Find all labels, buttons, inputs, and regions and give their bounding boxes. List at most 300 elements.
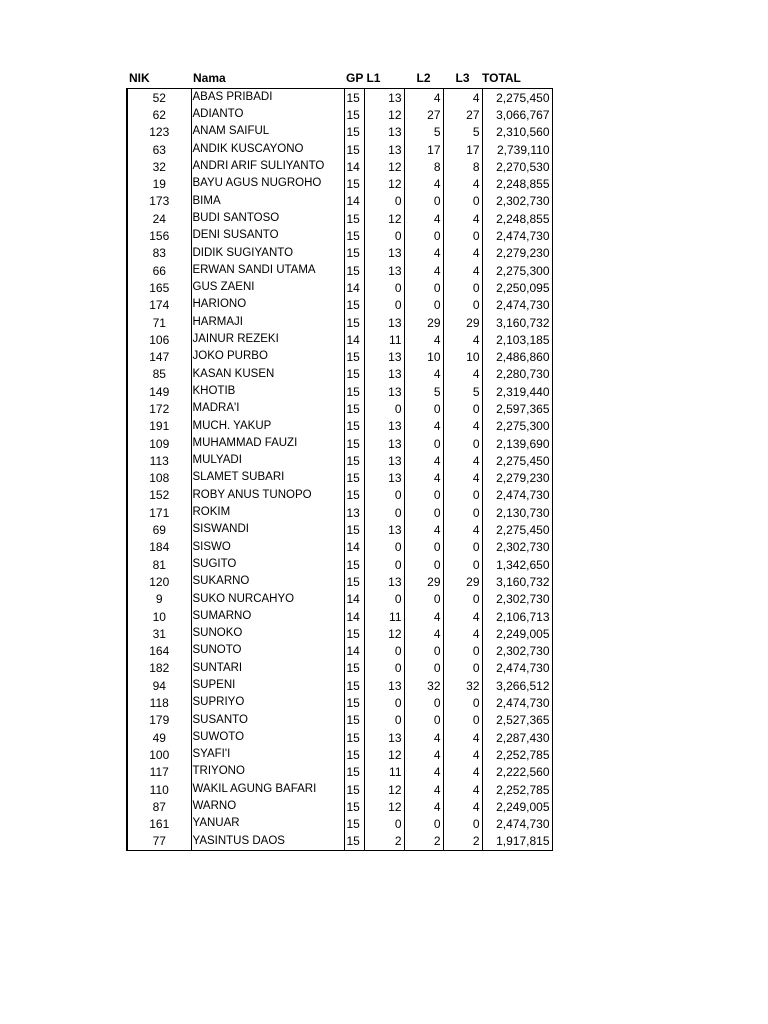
cell-l2: 0 [404, 815, 443, 832]
cell-nik: 49 [127, 729, 191, 746]
cell-nik: 147 [127, 348, 191, 365]
cell-gp: 15 [344, 210, 364, 227]
cell-gp: 14 [344, 158, 364, 175]
cell-total: 2,279,230 [482, 470, 552, 487]
table-row [127, 781, 552, 798]
cell-total: 2,474,730 [482, 815, 552, 832]
cell-l2: 4 [404, 331, 443, 348]
cell-l2: 4 [404, 781, 443, 798]
cell-l1: 0 [364, 279, 404, 296]
cell-l3: 0 [443, 643, 482, 660]
table-row [127, 175, 552, 192]
cell-nik: 149 [127, 383, 191, 400]
cell-nik: 19 [127, 175, 191, 192]
cell-l1: 13 [364, 383, 404, 400]
cell-l3: 27 [443, 106, 482, 123]
table-row [127, 331, 552, 348]
cell-l1: 0 [364, 712, 404, 729]
cell-nama: DENI SUSANTO [191, 227, 344, 244]
cell-l1: 13 [364, 677, 404, 694]
cell-nama: SYAFI'I [191, 746, 344, 763]
cell-nama: HARMAJI [191, 314, 344, 331]
table-row [127, 712, 552, 729]
cell-nama: MUHAMMAD FAUZI [191, 435, 344, 452]
cell-l2: 29 [404, 573, 443, 590]
cell-l1: 11 [364, 331, 404, 348]
cell-nik: 172 [127, 400, 191, 417]
cell-l2: 0 [404, 193, 443, 210]
cell-nik: 94 [127, 677, 191, 694]
cell-nama: SUPENI [191, 677, 344, 694]
cell-total: 2,252,785 [482, 746, 552, 763]
cell-gp: 15 [344, 729, 364, 746]
cell-l3: 4 [443, 89, 482, 107]
table-row [127, 625, 552, 642]
cell-gp: 15 [344, 106, 364, 123]
cell-total: 2,106,713 [482, 608, 552, 625]
cell-gp: 15 [344, 746, 364, 763]
cell-l3: 10 [443, 348, 482, 365]
cell-gp: 15 [344, 781, 364, 798]
cell-l3: 0 [443, 487, 482, 504]
cell-l2: 10 [404, 348, 443, 365]
cell-l2: 0 [404, 660, 443, 677]
table-row [127, 470, 552, 487]
cell-l2: 4 [404, 452, 443, 469]
cell-total: 2,474,730 [482, 297, 552, 314]
cell-l1: 13 [364, 729, 404, 746]
cell-gp: 15 [344, 798, 364, 815]
cell-gp: 15 [344, 418, 364, 435]
cell-l3: 5 [443, 124, 482, 141]
cell-l2: 32 [404, 677, 443, 694]
cell-nik: 173 [127, 193, 191, 210]
cell-l1: 13 [364, 141, 404, 158]
cell-gp: 13 [344, 504, 364, 521]
cell-l1: 13 [364, 452, 404, 469]
cell-nama: BAYU AGUS NUGROHO [191, 175, 344, 192]
cell-nik: 77 [127, 833, 191, 851]
cell-nik: 152 [127, 487, 191, 504]
cell-gp: 15 [344, 435, 364, 452]
cell-l3: 0 [443, 297, 482, 314]
table-row [127, 591, 552, 608]
table-row [127, 677, 552, 694]
cell-nik: 179 [127, 712, 191, 729]
cell-l3: 4 [443, 366, 482, 383]
cell-total: 2,275,300 [482, 418, 552, 435]
cell-l2: 4 [404, 764, 443, 781]
cell-l1: 0 [364, 297, 404, 314]
cell-gp: 15 [344, 833, 364, 851]
header-total: TOTAL [482, 71, 521, 85]
cell-total: 2,486,860 [482, 348, 552, 365]
cell-l1: 13 [364, 418, 404, 435]
cell-nik: 31 [127, 625, 191, 642]
cell-l3: 0 [443, 539, 482, 556]
cell-gp: 14 [344, 643, 364, 660]
cell-nik: 32 [127, 158, 191, 175]
cell-total: 2,310,560 [482, 124, 552, 141]
cell-l1: 0 [364, 504, 404, 521]
table-row [127, 643, 552, 660]
cell-l2: 0 [404, 227, 443, 244]
cell-l1: 13 [364, 573, 404, 590]
cell-nik: 108 [127, 470, 191, 487]
cell-l2: 4 [404, 89, 443, 107]
cell-total: 2,248,855 [482, 210, 552, 227]
cell-nik: 81 [127, 556, 191, 573]
table-row [127, 746, 552, 763]
table-row [127, 521, 552, 538]
cell-nama: ANDRI ARIF SULIYANTO [191, 158, 344, 175]
cell-total: 1,342,650 [482, 556, 552, 573]
cell-total: 2,103,185 [482, 331, 552, 348]
cell-l3: 4 [443, 625, 482, 642]
cell-nik: 165 [127, 279, 191, 296]
cell-l1: 0 [364, 227, 404, 244]
cell-gp: 15 [344, 400, 364, 417]
cell-l3: 29 [443, 573, 482, 590]
cell-l1: 13 [364, 245, 404, 262]
table-row [127, 556, 552, 573]
cell-l3: 5 [443, 383, 482, 400]
cell-l1: 13 [364, 470, 404, 487]
cell-total: 2,302,730 [482, 539, 552, 556]
cell-nik: 52 [127, 89, 191, 107]
cell-total: 2,597,365 [482, 400, 552, 417]
header-gp-l1: GP L1 [346, 71, 381, 85]
table-row [127, 279, 552, 296]
cell-l1: 0 [364, 660, 404, 677]
cell-gp: 15 [344, 452, 364, 469]
cell-nama: SLAMET SUBARI [191, 470, 344, 487]
cell-gp: 15 [344, 245, 364, 262]
cell-nama: BUDI SANTOSO [191, 210, 344, 227]
table-row [127, 227, 552, 244]
cell-total: 3,160,732 [482, 573, 552, 590]
cell-gp: 15 [344, 470, 364, 487]
cell-nama: ROKIM [191, 504, 344, 521]
cell-nik: 113 [127, 452, 191, 469]
table-row [127, 815, 552, 832]
cell-l3: 4 [443, 245, 482, 262]
cell-nama: WAKIL AGUNG BAFARI [191, 781, 344, 798]
cell-l3: 4 [443, 729, 482, 746]
table-row [127, 89, 552, 107]
cell-nama: SUNOKO [191, 625, 344, 642]
cell-total: 2,739,110 [482, 141, 552, 158]
cell-nik: 182 [127, 660, 191, 677]
table-row [127, 608, 552, 625]
cell-gp: 14 [344, 539, 364, 556]
cell-nama: ADIANTO [191, 106, 344, 123]
cell-gp: 14 [344, 591, 364, 608]
table-row [127, 106, 552, 123]
cell-total: 2,527,365 [482, 712, 552, 729]
cell-nama: DIDIK SUGIYANTO [191, 245, 344, 262]
cell-gp: 15 [344, 175, 364, 192]
table-row [127, 573, 552, 590]
cell-l2: 0 [404, 556, 443, 573]
cell-l3: 0 [443, 227, 482, 244]
cell-l1: 13 [364, 435, 404, 452]
cell-l3: 4 [443, 764, 482, 781]
cell-nama: MULYADI [191, 452, 344, 469]
cell-gp: 15 [344, 660, 364, 677]
cell-gp: 15 [344, 556, 364, 573]
payroll-table [126, 68, 553, 851]
cell-gp: 15 [344, 227, 364, 244]
header-nama: Nama [193, 71, 226, 85]
cell-total: 2,280,730 [482, 366, 552, 383]
cell-total: 2,279,230 [482, 245, 552, 262]
table-row [127, 262, 552, 279]
cell-nama: MADRA'I [191, 400, 344, 417]
cell-nama: WARNO [191, 798, 344, 815]
table-row [127, 694, 552, 711]
cell-l3: 4 [443, 746, 482, 763]
table-row [127, 539, 552, 556]
cell-nik: 66 [127, 262, 191, 279]
cell-l3: 0 [443, 815, 482, 832]
cell-total: 2,474,730 [482, 487, 552, 504]
cell-l2: 27 [404, 106, 443, 123]
cell-l3: 4 [443, 470, 482, 487]
cell-gp: 15 [344, 694, 364, 711]
cell-l3: 0 [443, 694, 482, 711]
cell-l3: 4 [443, 331, 482, 348]
cell-nik: 100 [127, 746, 191, 763]
cell-l1: 12 [364, 106, 404, 123]
cell-gp: 15 [344, 383, 364, 400]
cell-l3: 4 [443, 608, 482, 625]
cell-nik: 106 [127, 331, 191, 348]
cell-total: 2,270,530 [482, 158, 552, 175]
table-header [127, 68, 552, 89]
cell-l3: 0 [443, 712, 482, 729]
cell-l3: 29 [443, 314, 482, 331]
cell-nama: SISWO [191, 539, 344, 556]
cell-total: 2,248,855 [482, 175, 552, 192]
cell-gp: 15 [344, 764, 364, 781]
cell-nama: ERWAN SANDI UTAMA [191, 262, 344, 279]
table-row [127, 314, 552, 331]
table-row [127, 297, 552, 314]
cell-l2: 0 [404, 487, 443, 504]
cell-l3: 0 [443, 193, 482, 210]
table-row [127, 383, 552, 400]
cell-nik: 171 [127, 504, 191, 521]
cell-total: 3,266,512 [482, 677, 552, 694]
cell-l3: 32 [443, 677, 482, 694]
cell-nama: SUGITO [191, 556, 344, 573]
cell-nama: HARIONO [191, 297, 344, 314]
cell-l2: 4 [404, 470, 443, 487]
cell-nama: SUNTARI [191, 660, 344, 677]
cell-l3: 0 [443, 556, 482, 573]
cell-total: 2,302,730 [482, 193, 552, 210]
cell-total: 3,160,732 [482, 314, 552, 331]
cell-nik: 123 [127, 124, 191, 141]
cell-nik: 109 [127, 435, 191, 452]
cell-l1: 13 [364, 262, 404, 279]
cell-l2: 2 [404, 833, 443, 851]
cell-l3: 0 [443, 660, 482, 677]
cell-l3: 0 [443, 504, 482, 521]
cell-l1: 0 [364, 539, 404, 556]
cell-l2: 4 [404, 625, 443, 642]
cell-l1: 12 [364, 746, 404, 763]
cell-l3: 0 [443, 435, 482, 452]
cell-l1: 11 [364, 764, 404, 781]
cell-total: 2,252,785 [482, 781, 552, 798]
table-row [127, 400, 552, 417]
cell-total: 3,066,767 [482, 106, 552, 123]
cell-nama: SUPRIYO [191, 694, 344, 711]
cell-total: 2,139,690 [482, 435, 552, 452]
cell-gp: 15 [344, 521, 364, 538]
cell-nik: 62 [127, 106, 191, 123]
cell-nama: MUCH. YAKUP [191, 418, 344, 435]
cell-l3: 4 [443, 418, 482, 435]
cell-l2: 8 [404, 158, 443, 175]
cell-nama: SUSANTO [191, 712, 344, 729]
cell-nik: 10 [127, 608, 191, 625]
cell-total: 2,275,300 [482, 262, 552, 279]
cell-gp: 15 [344, 314, 364, 331]
cell-nik: 63 [127, 141, 191, 158]
cell-nama: BIMA [191, 193, 344, 210]
cell-nama: GUS ZAENI [191, 279, 344, 296]
cell-l1: 12 [364, 158, 404, 175]
cell-l2: 0 [404, 400, 443, 417]
table-row [127, 193, 552, 210]
cell-l2: 17 [404, 141, 443, 158]
cell-l2: 4 [404, 366, 443, 383]
cell-l1: 12 [364, 625, 404, 642]
cell-l2: 0 [404, 435, 443, 452]
cell-l2: 4 [404, 746, 443, 763]
cell-total: 2,474,730 [482, 660, 552, 677]
cell-gp: 15 [344, 262, 364, 279]
cell-nik: 161 [127, 815, 191, 832]
cell-total: 2,250,095 [482, 279, 552, 296]
cell-l1: 13 [364, 89, 404, 107]
cell-l1: 12 [364, 798, 404, 815]
cell-total: 2,302,730 [482, 591, 552, 608]
cell-l3: 4 [443, 262, 482, 279]
cell-l2: 0 [404, 694, 443, 711]
cell-gp: 14 [344, 279, 364, 296]
cell-l3: 4 [443, 452, 482, 469]
cell-nik: 156 [127, 227, 191, 244]
cell-nik: 87 [127, 798, 191, 815]
cell-l2: 4 [404, 729, 443, 746]
header-l3: L3 [455, 71, 470, 85]
cell-l1: 13 [364, 314, 404, 331]
cell-l2: 4 [404, 262, 443, 279]
cell-l1: 13 [364, 366, 404, 383]
table-row [127, 504, 552, 521]
table-row [127, 348, 552, 365]
cell-gp: 15 [344, 89, 364, 107]
cell-l1: 0 [364, 694, 404, 711]
cell-l1: 13 [364, 521, 404, 538]
cell-nama: TRIYONO [191, 764, 344, 781]
cell-l2: 4 [404, 418, 443, 435]
cell-nik: 9 [127, 591, 191, 608]
cell-gp: 15 [344, 348, 364, 365]
table-row [127, 798, 552, 815]
cell-l2: 0 [404, 279, 443, 296]
cell-l3: 4 [443, 521, 482, 538]
cell-gp: 15 [344, 141, 364, 158]
cell-gp: 14 [344, 331, 364, 348]
cell-gp: 15 [344, 487, 364, 504]
cell-l1: 2 [364, 833, 404, 851]
table-row [127, 660, 552, 677]
cell-nama: JAINUR REZEKI [191, 331, 344, 348]
cell-nama: ROBY ANUS TUNOPO [191, 487, 344, 504]
cell-nama: ANDIK KUSCAYONO [191, 141, 344, 158]
cell-l2: 0 [404, 539, 443, 556]
cell-gp: 15 [344, 573, 364, 590]
cell-l2: 5 [404, 124, 443, 141]
table-row [127, 141, 552, 158]
cell-nama: YANUAR [191, 815, 344, 832]
table-row [127, 487, 552, 504]
table-row [127, 435, 552, 452]
cell-nik: 69 [127, 521, 191, 538]
cell-l1: 13 [364, 348, 404, 365]
cell-gp: 14 [344, 193, 364, 210]
cell-l1: 13 [364, 124, 404, 141]
cell-nik: 24 [127, 210, 191, 227]
cell-l3: 4 [443, 210, 482, 227]
cell-l2: 29 [404, 314, 443, 331]
cell-gp: 15 [344, 297, 364, 314]
cell-l1: 0 [364, 591, 404, 608]
cell-l2: 4 [404, 798, 443, 815]
cell-gp: 15 [344, 712, 364, 729]
table-row [127, 833, 552, 851]
table-row [127, 764, 552, 781]
cell-total: 2,275,450 [482, 521, 552, 538]
cell-total: 2,474,730 [482, 694, 552, 711]
cell-nik: 120 [127, 573, 191, 590]
cell-l1: 0 [364, 487, 404, 504]
table-row [127, 452, 552, 469]
cell-total: 2,474,730 [482, 227, 552, 244]
cell-l2: 4 [404, 210, 443, 227]
cell-l3: 17 [443, 141, 482, 158]
payroll-sheet [126, 68, 553, 851]
cell-nik: 110 [127, 781, 191, 798]
header-l2: L2 [416, 71, 431, 85]
cell-nama: SISWANDI [191, 521, 344, 538]
cell-l2: 0 [404, 591, 443, 608]
cell-l1: 0 [364, 400, 404, 417]
cell-l3: 0 [443, 279, 482, 296]
table-row [127, 158, 552, 175]
cell-l1: 12 [364, 781, 404, 798]
cell-nik: 71 [127, 314, 191, 331]
cell-l3: 0 [443, 591, 482, 608]
cell-nik: 117 [127, 764, 191, 781]
cell-total: 2,275,450 [482, 89, 552, 107]
cell-total: 2,130,730 [482, 504, 552, 521]
